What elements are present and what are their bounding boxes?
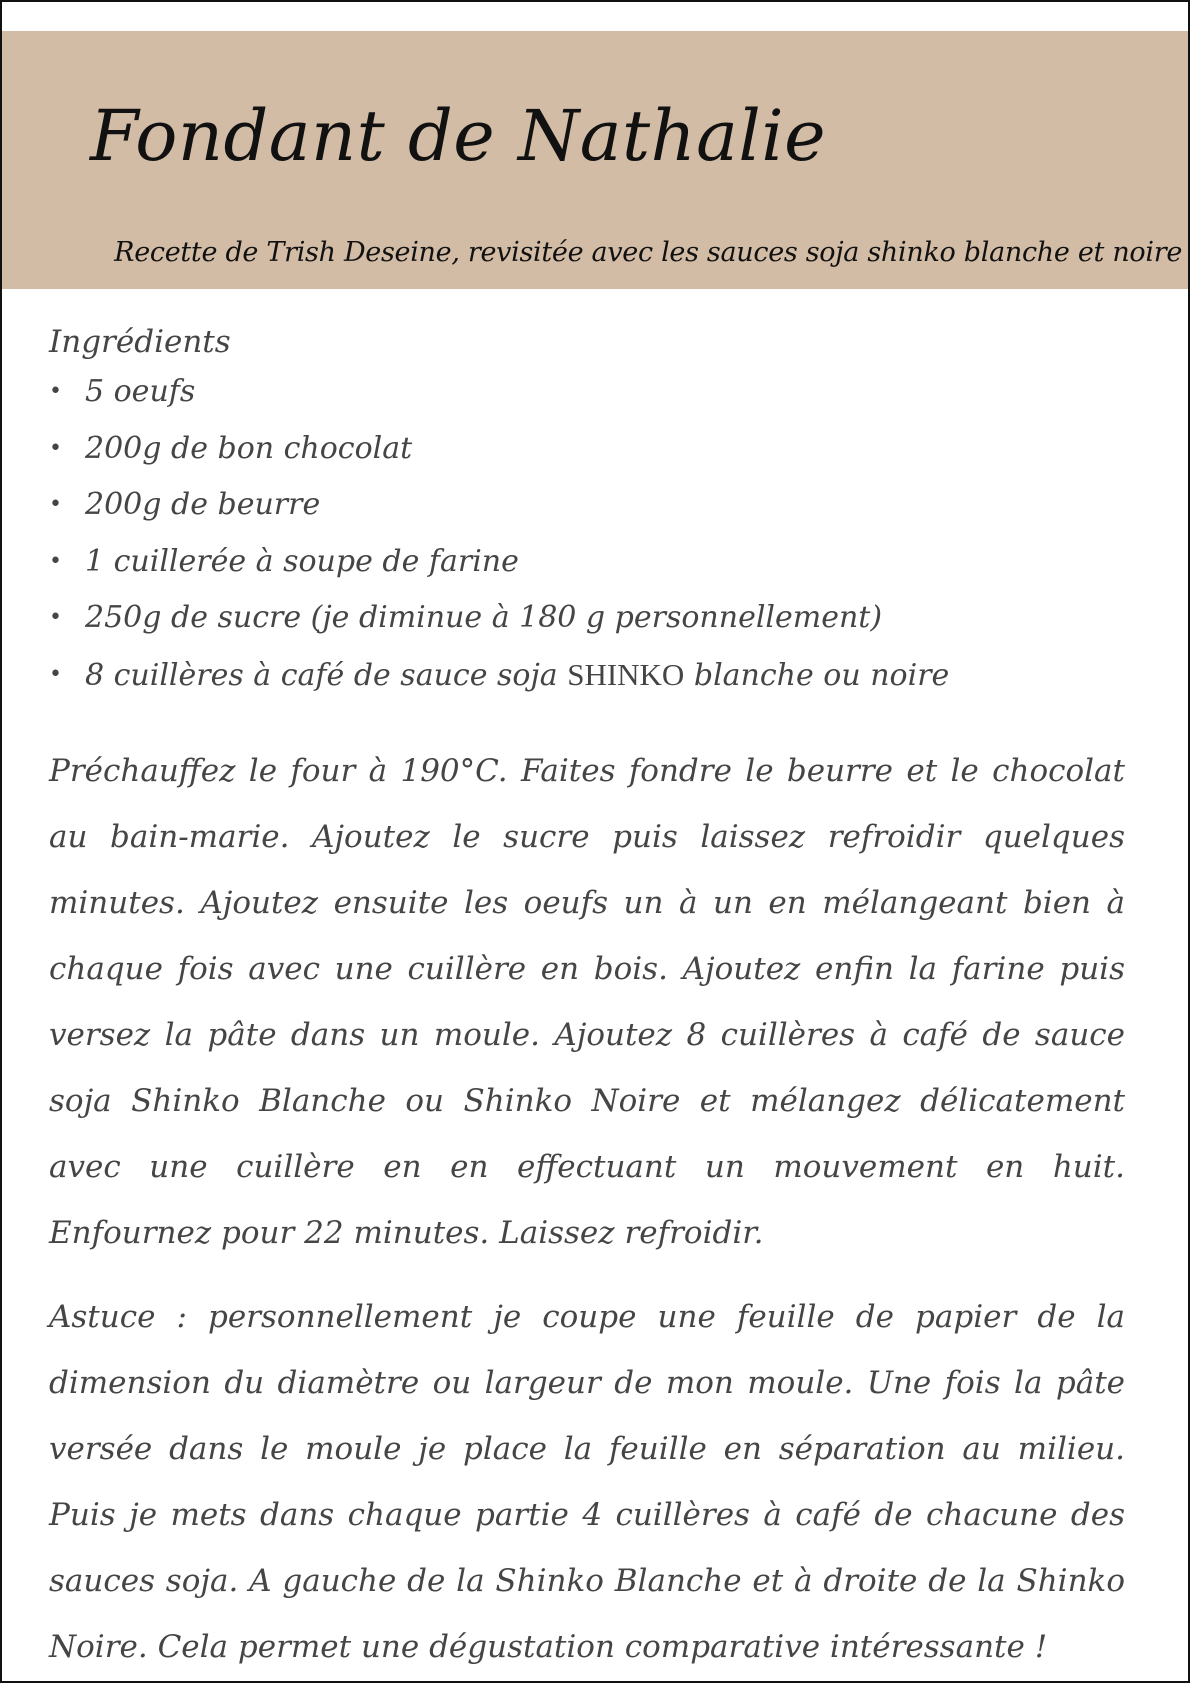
tip-paragraph: Astuce : personnellement je coupe une feuille de papier de la dimension du diamètre ou largeur de mon moule. Une fois la pâte versée dans le moule je place la feuille en séparation au milieu. Puis je mets dans chaque partie 4 cuillères à café de chacune des sauces soja. A gauche de la Shinko Blanche et à droite de la Shinko Noire. Cela permet une dégustation comparative intéressante ! — [49, 1299, 1125, 1665]
recipe-subtitle: Recette de Trish Deseine, revisitée avec les sauces soja shinko blanche et noire — [114, 237, 1182, 268]
instructions-paragraph: Préchauffez le four à 190°C. Faites fondre le beurre et le chocolat au bain-marie. Ajoutez le sucre puis laissez refroidir quelques minutes. Ajoutez ensuite les oeufs un à un en mélangeant bien à chaque fois avec une cuillère en bois. Ajoutez enfin la farine puis versez la pâte dans un moule. Ajoutez 8 cuillères à café de sauce soja Shinko Blanche ou Shinko Noire et mélangez délicatement avec une cuillère en en effectuant un mouvement en huit. Enfournez pour 22 minutes. Laissez refroidir. — [49, 753, 1125, 1251]
bullet-icon: • — [49, 548, 62, 574]
bullet-icon: • — [49, 435, 62, 461]
bullet-icon: • — [49, 492, 62, 517]
ingredients-list — [49, 364, 1125, 704]
bullet-icon: • — [49, 661, 62, 687]
ingredients-heading: Ingrédients — [49, 324, 231, 360]
ingredient-item — [49, 477, 1125, 534]
ingredient-item — [49, 647, 1125, 705]
ingredient-item — [49, 534, 1125, 591]
ingredient-text: blanche ou noire — [693, 657, 950, 693]
ingredient-text: 8 cuillères à café de sauce soja — [85, 657, 558, 693]
ingredient-item — [49, 590, 1125, 647]
ingredient-item — [49, 421, 1125, 478]
ingredient-text: 200g de bon chocolat — [85, 430, 413, 466]
recipe-title: Fondant de Nathalie — [90, 95, 827, 177]
header-banner — [2, 31, 1188, 289]
brand-name: SHINKO — [567, 656, 685, 692]
ingredient-text: 250g de sucre (je diminue à 180 g personnellement) — [85, 600, 883, 635]
recipe-content — [49, 320, 1125, 1680]
ingredient-text: 5 oeufs — [85, 374, 196, 409]
ingredient-item — [49, 364, 1125, 421]
bullet-icon: • — [49, 605, 62, 630]
ingredient-text: 1 cuillerée à soupe de farine — [85, 543, 519, 579]
ingredient-text: 200g de beurre — [85, 487, 321, 522]
bullet-icon: • — [49, 379, 62, 404]
